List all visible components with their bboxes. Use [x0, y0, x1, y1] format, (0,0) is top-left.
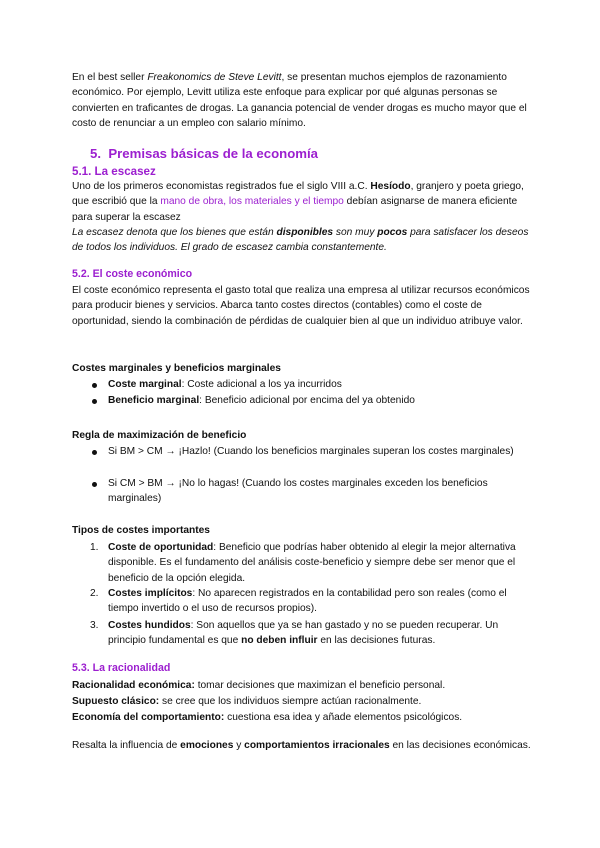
intro-text-cont: , se presentan muchos ejemplos de razonamiento económico. Por ejemplo, Levitt utiliza este enfoque para explicar por qué algunas personas se convierten en traficantes de drogas. La ganancia potencial de vender drogas es mucho mayor que el costo de renunciar a un empleo con salario mínimo. [72, 72, 527, 130]
racionalidad-line [72, 694, 532, 709]
text: para satisfacer los deseos de todos los individuos. El grado de escasez cambia constantemente. [72, 227, 529, 254]
regla-heading: Regla de maximización de beneficio [72, 430, 247, 441]
term: Costes hundidos [108, 620, 191, 631]
list-item [108, 540, 528, 586]
text: cuestiona esa idea y añade elementos psicológicos. [224, 712, 463, 723]
section-number: 5. [90, 146, 101, 161]
text: : No aparecen registrados en la contabilidad pero son reales (como el tiempo invertido o el uso de recursos propios). [108, 588, 507, 615]
section-heading-5 [90, 146, 318, 161]
escasez-paragraph [72, 179, 532, 225]
subsection-heading-escasez: 5.1. La escasez [72, 165, 156, 178]
costes-marginales-heading: Costes marginales y beneficios marginales [72, 363, 281, 374]
text: : Coste adicional a los ya incurridos [181, 379, 342, 390]
text: en las decisiones futuras. [317, 635, 436, 647]
coste-paragraph: El coste económico representa el gasto total que realiza una empresa al utilizar recursos económicos para producir bienes y servicios. Abarca tanto costes directos (contables) como el coste de oportunidad, siendo la combinación de pérdidas de cualquier bien al que un individuo atribuye valor. [72, 285, 530, 327]
term: Economía del comportamiento: [72, 712, 225, 723]
list-number: 3. [90, 620, 99, 631]
text: , granjero y poeta griego, que escribió que la [72, 181, 524, 208]
closing-paragraph [72, 738, 532, 753]
term: Coste marginal [108, 379, 182, 390]
tipos-heading: Tipos de costes importantes [72, 525, 210, 536]
list-item: Si CM > BM → ¡No lo hagas! (Cuando los costes marginales exceden los beneficios marginales) [108, 478, 488, 505]
section-title: Premisas básicas de la economía [108, 146, 318, 161]
bullet-icon [92, 383, 97, 388]
racionalidad-line [72, 710, 532, 725]
list-item [108, 618, 528, 649]
text: La escasez denota que los bienes que están [72, 227, 277, 238]
bullet-icon [92, 450, 97, 455]
text: en las decisiones económicas. [389, 740, 531, 751]
emph-no-deben-influir: no deben influir [241, 635, 318, 647]
emph-emociones: emociones [180, 740, 234, 751]
list-item [108, 377, 528, 392]
text: se cree que los individuos siempre actúan racionalmente. [159, 696, 422, 707]
text: son muy [333, 227, 378, 238]
emph-comportamientos: comportamientos irracionales [244, 740, 390, 751]
text: : Beneficio adicional por encima del ya obtenido [199, 395, 415, 406]
text: : Beneficio que podrías haber obtenido al elegir la mejor alternativa disponible. Es el fundamento del análisis coste-beneficio y siempre debe ser menor que el beneficio de la opción elegida. [108, 542, 516, 584]
text: y [233, 740, 245, 751]
subsection-heading-coste: 5.2. El coste económico [72, 268, 193, 280]
list-item: Si BM > CM → ¡Hazlo! (Cuando los beneficios marginales superan los costes marginales) [108, 446, 514, 457]
text: tomar decisiones que maximizan el beneficio personal. [194, 680, 446, 691]
term: Beneficio marginal [108, 395, 200, 406]
escasez-quote [72, 225, 532, 256]
term: Costes implícitos [108, 588, 193, 599]
text: Uno de los primeros economistas registrados fue el siglo VIII a.C. [72, 181, 371, 192]
list-item [108, 586, 528, 617]
emph-pocos: pocos [377, 227, 408, 238]
term: Supuesto clásico: [72, 696, 160, 707]
hesiodo-name: Hesíodo [370, 181, 411, 192]
book-title: Freakonomics de Steve Levitt [147, 72, 282, 83]
list-number: 1. [90, 542, 99, 553]
bullet-icon [92, 399, 97, 404]
subsection-heading-racionalidad: 5.3. La racionalidad [72, 662, 171, 674]
text: debían asignarse de manera eficiente para superar la escasez [72, 196, 518, 223]
resources-highlight: mano de obra, los materiales y el tiempo [160, 196, 344, 208]
intro-paragraph [72, 70, 532, 132]
list-item [108, 393, 528, 408]
bullet-icon [92, 482, 97, 487]
term: Coste de oportunidad [108, 542, 214, 553]
text: Resalta la influencia de [72, 740, 181, 751]
text: : Son aquellos que ya se han gastado y no se pueden recuperar. Un principio fundamental es que [108, 620, 499, 647]
emph-disponibles: disponibles [276, 227, 334, 238]
list-number: 2. [90, 588, 99, 599]
racionalidad-line [72, 678, 532, 693]
term: Racionalidad económica: [72, 680, 195, 691]
intro-text: En el best seller [72, 72, 148, 83]
